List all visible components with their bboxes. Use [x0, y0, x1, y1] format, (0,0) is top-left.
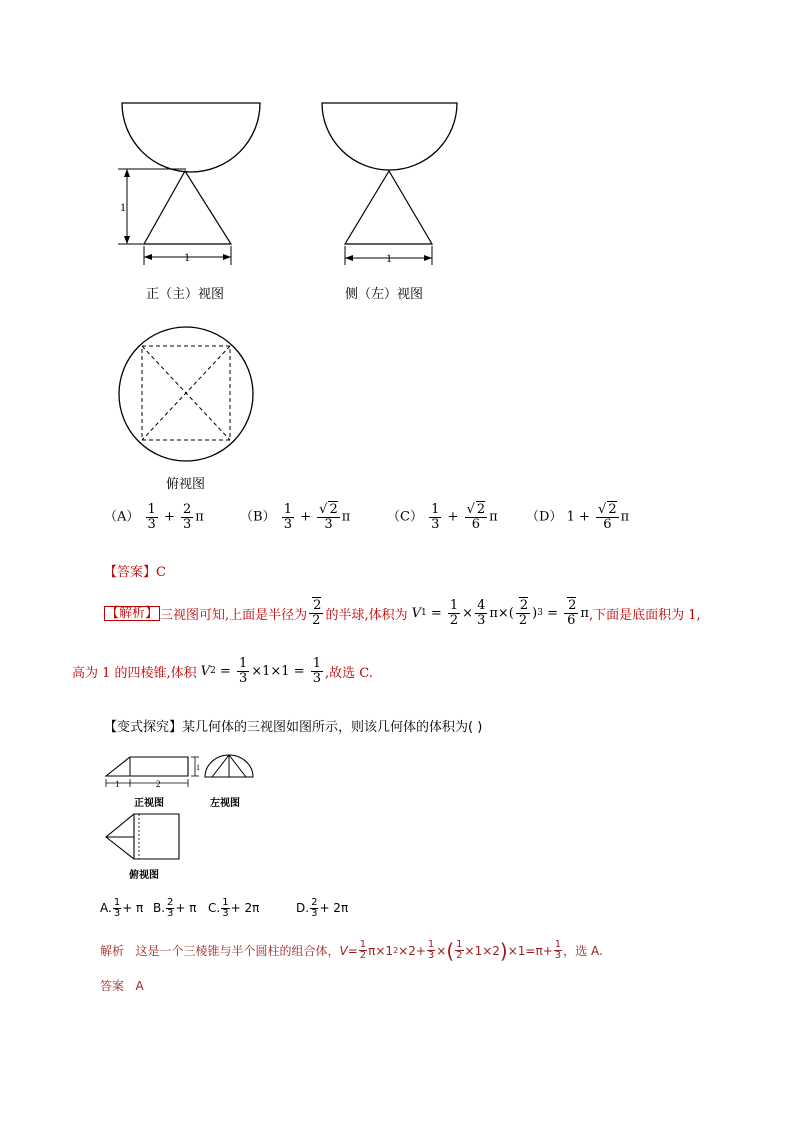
- analysis1-line1: 【解析】 三视图可知,上面是半径为 $\frac{2}{2}$ 的半球,体积为 V 1 = $\frac{1}{2}$ × $\frac{4}{3}$ π×( $\frac{2}{2}$ ) 3 = $\frac{2}{6}$ π ,下面是底面积为 1,: [106, 598, 701, 628]
- q1-option-a: （A） $\frac{1}{3}$ + $\frac{2}{3}$ π: [104, 502, 204, 532]
- front-height-label: 1: [120, 200, 126, 214]
- side-view-caption: 侧（左）视图: [345, 287, 424, 302]
- analysis2-line: 解析 这是一个三棱锥与半个圆柱的组合体， V = 1 2 π×1 2 ×2+ 1 3 × ( 1 2 ×1×2 ) ×1=π+ 1 3 ，选 A.: [100, 938, 603, 963]
- answer1-value: C: [156, 565, 166, 580]
- answer2-tag: 答案: [100, 979, 125, 993]
- v2-formula: V 2 = $\frac{1}{3}$ ×1×1 = $\frac{1}{3}$: [200, 656, 322, 686]
- q2-option-d: D. $\frac{2}{3}$ + 2π: [296, 897, 349, 919]
- variant-top-caption: 俯视图: [129, 870, 159, 881]
- answer1-tag: 【答案】: [104, 565, 157, 580]
- answer2-line: [100, 977, 144, 994]
- analysis1-tag: 【解析】: [106, 605, 159, 621]
- q2-option-c: C. $\frac{1}{3}$ + 2π: [208, 897, 260, 919]
- svg-text:1: 1: [115, 779, 120, 789]
- v1-formula: V 1 = $\frac{1}{2}$ × $\frac{4}{3}$ π×( $\frac{2}{2}$ ) 3 = $\frac{2}{6}$ π: [411, 598, 589, 628]
- q1-option-c: （C） $\frac{1}{3}$ + $\frac{√ 2}{6}$ π: [387, 502, 498, 532]
- front-width-label: 1: [184, 250, 190, 264]
- front-view-caption: 正（主）视图: [146, 287, 225, 302]
- svg-text:2: 2: [156, 779, 161, 789]
- variant-front-caption: 正视图: [134, 798, 164, 809]
- q1-option-b: （B） $\frac{1}{3}$ + $\frac{√ 2}{3}$ π: [240, 502, 351, 532]
- q2-option-b: B. $\frac{2}{3}$ + π: [153, 897, 197, 919]
- svg-text:1: 1: [196, 763, 200, 772]
- side-width-label: 1: [386, 251, 392, 265]
- q1-option-d: （D） 1 + $\frac{√ 2}{6}$ π: [526, 502, 630, 532]
- v-formula: V = 1 2 π×1 2 ×2+ 1 3 × ( 1 2 ×1×2 ) ×1=π+ 1 3: [339, 938, 562, 963]
- variant-title: 【变式探究】某几何体的三视图如图所示，则该几何体的体积为( ): [104, 720, 483, 735]
- analysis2-tag: 解析: [100, 944, 125, 958]
- variant-left-caption: 左视图: [210, 798, 240, 809]
- answer2-value: A: [135, 979, 144, 993]
- analysis1-line2: 高为 1 的四棱锥,体积 V 2 = $\frac{1}{3}$ ×1×1 = $\frac{1}{3}$ ,故选 C.: [72, 656, 373, 686]
- q2-option-a: A. $\frac{1}{3}$ + π: [100, 897, 144, 919]
- top-view-caption: 俯视图: [166, 477, 206, 492]
